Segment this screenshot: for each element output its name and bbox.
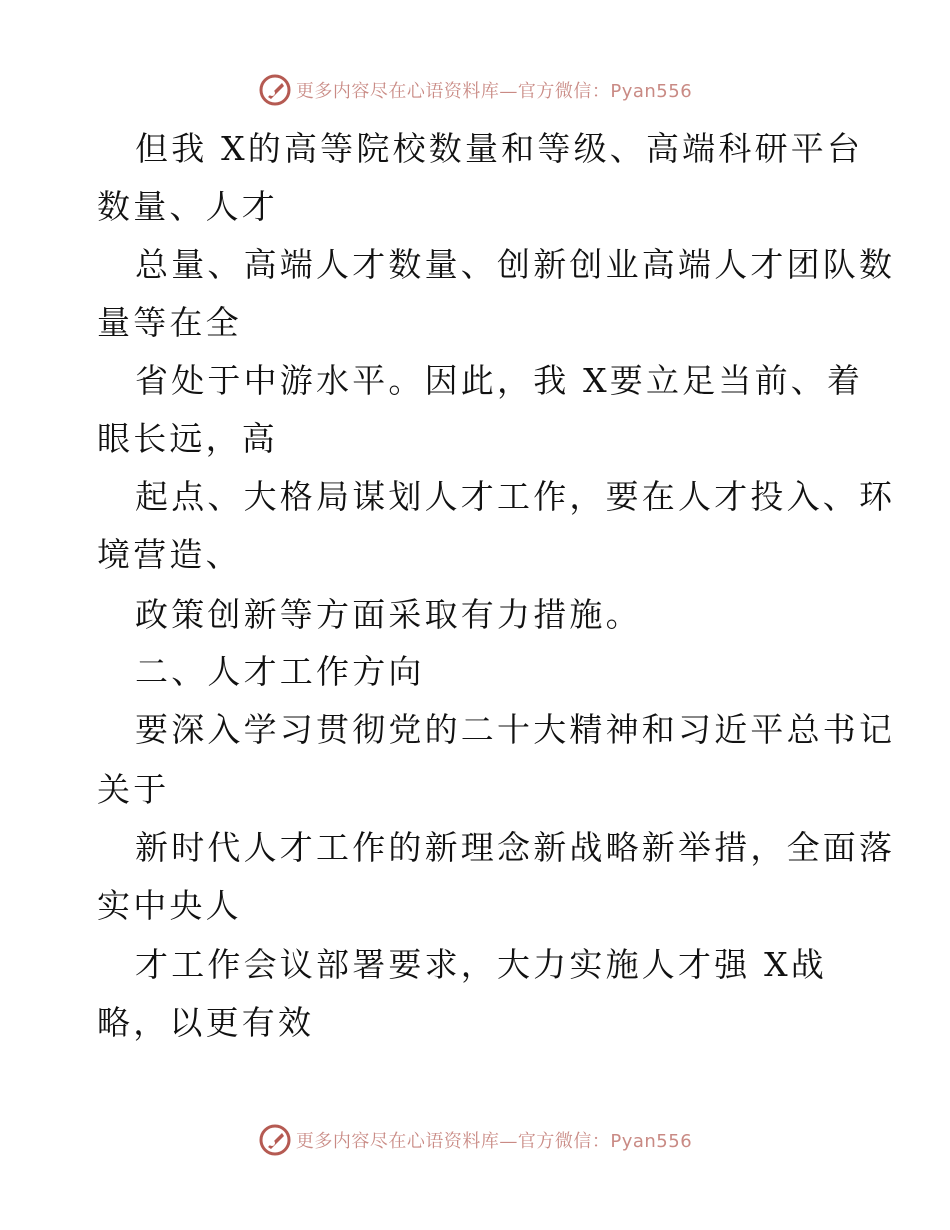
paragraph-line: 关于 (97, 770, 170, 809)
paragraph-line: 要深入学习贯彻党的二十大精神和习近平总书记 (135, 710, 896, 749)
paragraph-line: 政策创新等方面采取有力措施。 (135, 595, 642, 634)
quill-logo-icon (258, 1123, 292, 1157)
paragraph-line: 新时代人才工作的新理念新战略新举措，全面落 (135, 828, 896, 867)
watermark-header (0, 70, 950, 110)
paragraph-line: 境营造、 (97, 535, 242, 574)
paragraph-line: 起点、大格局谋划人才工作，要在人才投入、环 (135, 477, 896, 516)
paragraph-line: 量等在全 (97, 303, 242, 342)
paragraph-line: 省处于中游水平。因此，我 X要立足当前、着 (135, 361, 864, 400)
section-heading: 二、人才工作方向 (135, 652, 425, 691)
quill-logo-icon (258, 73, 292, 107)
paragraph-line: 总量、高端人才数量、创新创业高端人才团队数 (135, 245, 896, 284)
watermark-text: 更多内容尽在心语资料库—官方微信：Pyan556 (295, 1131, 693, 1152)
watermark-text: 更多内容尽在心语资料库—官方微信：Pyan556 (295, 81, 693, 102)
paragraph-line: 眼长远，高 (97, 419, 278, 458)
paragraph-line: 数量、人才 (97, 187, 278, 226)
paragraph-line: 但我 X的高等院校数量和等级、高端科研平台 (135, 129, 864, 168)
paragraph-line: 略，以更有效 (97, 1003, 315, 1042)
watermark-footer (0, 1120, 950, 1160)
paragraph-line: 实中央人 (97, 886, 242, 925)
paragraph-line: 才工作会议部署要求，大力实施人才强 X战 (135, 945, 827, 984)
